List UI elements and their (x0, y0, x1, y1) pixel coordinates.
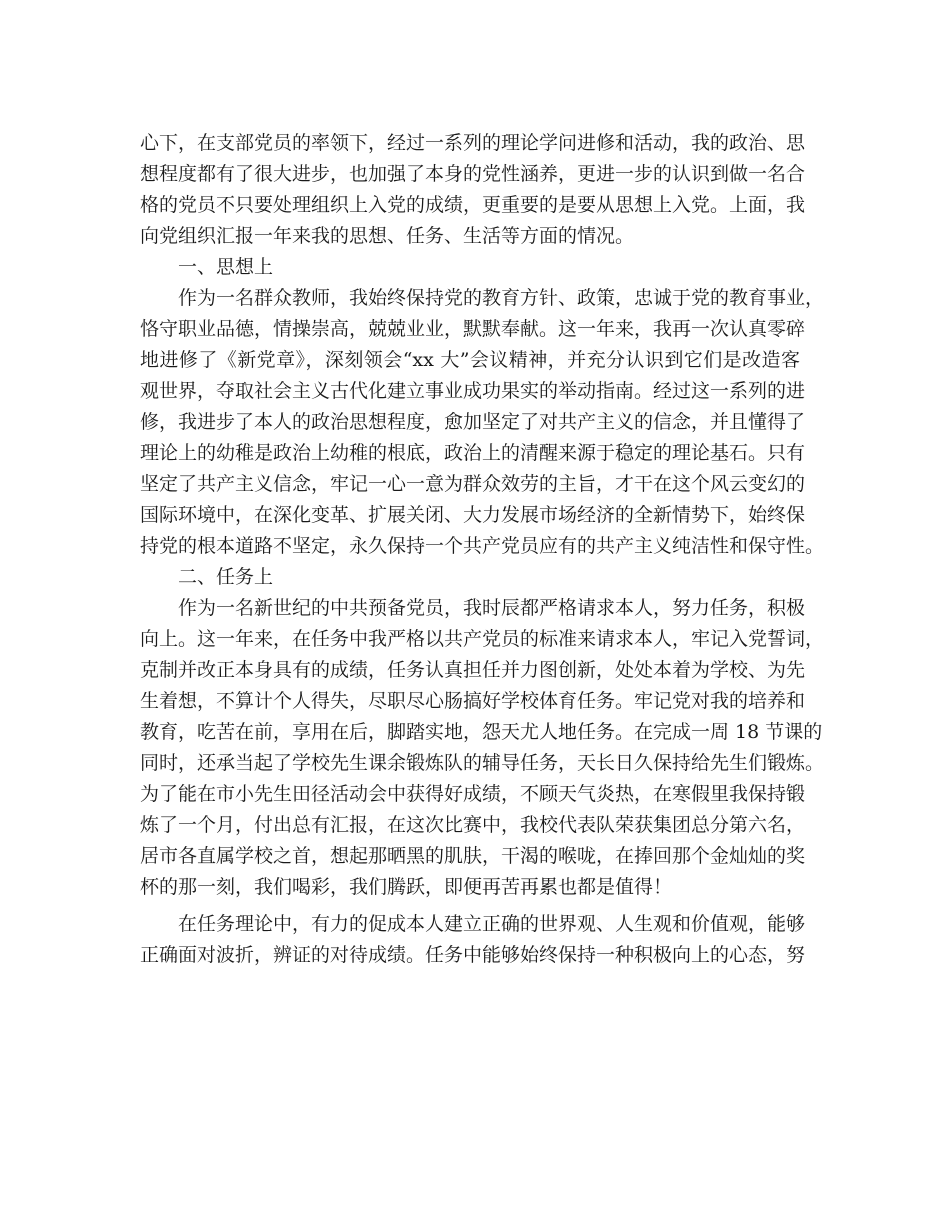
body-line: 居市各直属学校之首，想起那晒黑的肌肤，干渴的喉咙，在捧回那个金灿灿的奖 (140, 845, 806, 867)
body-line: 克制并改正本身具有的成绩，任务认真担任并力图创新，处处本着为学校、为先 (140, 659, 806, 681)
body-line: 坚定了共产主义信念，牢记一心一意为群众效劳的主旨，才干在这个风云变幻的 (140, 473, 806, 495)
document-body (140, 128, 825, 971)
body-line: 地进修了《新党章》，深刻领会“xx 大”会议精神，并充分认识到它们是改造客 (140, 349, 800, 371)
body-line: 理论上的幼稚是政治上幼稚的根底，政治上的清醒来源于稳定的理论基石。只有 (140, 442, 806, 464)
body-line: 作为一名群众教师，我始终保持党的教育方针、政策，忠诚于党的教育事业， (178, 287, 825, 309)
body-line: 修，我进步了本人的政治思想程度，愈加坚定了对共产主义的信念，并且懂得了 (140, 411, 806, 433)
body-line: 心下，在支部党员的率领下，经过一系列的理论学问进修和活动，我的政治、思 (140, 132, 806, 154)
body-line: 向党组织汇报一年来我的思想、任务、生活等方面的情况。 (140, 225, 635, 247)
body-line: 恪守职业品德，情操崇高，兢兢业业，默默奉献。这一年来，我再一次认真零碎 (140, 318, 806, 340)
body-line: 同时，还承当起了学校先生课余锻炼队的辅导任务，天长日久保持给先生们锻炼。 (140, 752, 825, 774)
body-line: 为了能在市小先生田径活动会中获得好成绩，不顾天气炎热，在寒假里我保持锻 (140, 783, 806, 805)
body-line: 在任务理论中，有力的促成本人建立正确的世界观、人生观和价值观，能够 (178, 913, 806, 935)
body-line: 杯的那一刻，我们喝彩，我们腾跃，即便再苦再累也都是值得！ (140, 876, 673, 898)
body-line: 想程度都有了很大进步，也加强了本身的党性涵养，更进一步的认识到做一名合 (140, 163, 806, 185)
body-line: 作为一名新世纪的中共预备党员，我时辰都严格请求本人，努力任务，积极 (178, 597, 806, 619)
body-line: 炼了一个月，付出总有汇报，在这次比赛中，我校代表队荣获集团总分第六名， (140, 814, 806, 836)
body-line: 格的党员不只要处理组织上入党的成绩，更重要的是要从思想上入党。上面，我 (140, 194, 806, 216)
body-line: 国际环境中，在深化变革、扩展关闭、大力发展市场经济的全新情势下，始终保 (140, 504, 806, 526)
body-line: 持党的根本道路不坚定，永久保持一个共产党员应有的共产主义纯洁性和保守性。 (140, 535, 825, 557)
body-line: 正确面对波折，辨证的对待成绩。任务中能够始终保持一种积极向上的心态，努 (140, 944, 806, 966)
body-line: 向上。这一年来，在任务中我严格以共产党员的标准来请求本人，牢记入党誓词， (140, 628, 825, 650)
body-line: 生着想，不算计个人得失，尽职尽心肠搞好学校体育任务。牢记党对我的培养和 (140, 690, 806, 712)
body-line: 观世界，夺取社会主义古代化建立事业成功果实的举动指南。经过这一系列的进 (140, 380, 806, 402)
section-heading-thought: 一、思想上 (178, 256, 274, 278)
section-heading-work: 二、任务上 (178, 566, 274, 588)
body-line: 教育，吃苦在前，享用在后，脚踏实地，怨天尤人地任务。在完成一周 18 节课的 (140, 721, 823, 743)
